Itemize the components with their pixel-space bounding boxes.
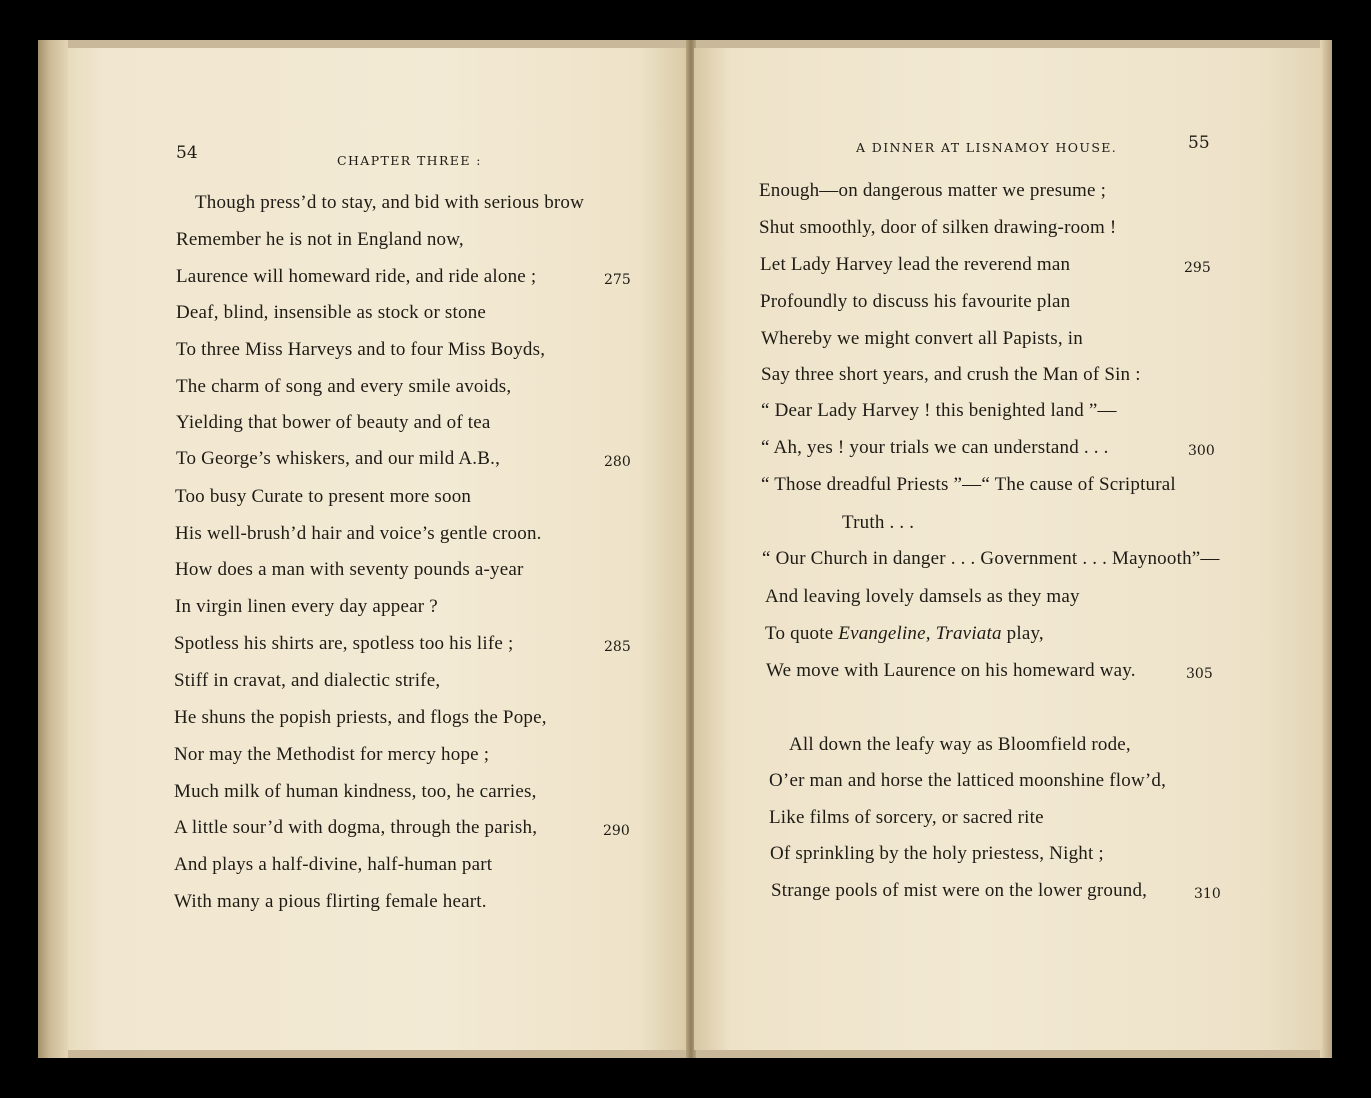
right-verse-line: We move with Laurence on his homeward way. [766,660,1136,681]
left-verse-line: To three Miss Harveys and to four Miss Boyds, [176,339,546,360]
left-line-number: 275 [604,272,631,288]
left-verse-line: Nor may the Methodist for mercy hope ; [174,744,490,765]
left-line-number: 280 [604,454,631,470]
right-verse-line: Truth . . . [842,512,915,533]
right-verse-line: Enough—on dangerous matter we presume ; [759,180,1107,201]
left-line-number: 285 [604,639,631,655]
left-verse-line: Laurence will homeward ride, and ride alone ; [176,266,537,287]
left-page-number: 54 [176,143,198,163]
left-verse-line: Though press’d to stay, and bid with serious brow [195,192,585,213]
left-verse-line: To George’s whiskers, and our mild A.B., [176,448,501,469]
right-verse-text: To quote [765,623,839,644]
right-page [694,48,1322,1050]
right-verse-line: Profoundly to discuss his favourite plan [760,291,1071,312]
left-verse-line: He shuns the popish priests, and flogs the Pope, [174,707,547,728]
right-verse-italic: Traviata [935,623,1002,644]
right-verse-line: “ Those dreadful Priests ”—“ The cause of Scriptural [761,474,1176,495]
left-verse-line: And plays a half-divine, half-human part [174,854,493,875]
left-page [68,48,688,1050]
right-line-number: 310 [1194,886,1221,902]
left-verse-line: Remember he is not in England now, [176,229,464,250]
right-line-number: 295 [1184,260,1211,276]
left-verse-line: Stiff in cravat, and dialectic strife, [174,670,441,691]
left-line-number: 290 [603,823,630,839]
left-verse-line: The charm of song and every smile avoids, [176,376,512,397]
right-verse-line: All down the leafy way as Bloomfield rode, [789,734,1131,755]
right-verse-italic: Evangeline, [838,623,931,644]
left-running-head: CHAPTER THREE : [337,153,482,168]
right-line-number: 305 [1186,666,1213,682]
right-running-head: A DINNER AT LISNAMOY HOUSE. [856,140,1118,155]
open-book [38,40,1332,1058]
right-verse-line [765,623,1044,645]
left-verse-line: Deaf, blind, insensible as stock or stone [176,302,487,323]
right-verse-line: Shut smoothly, door of silken drawing-room ! [759,217,1117,238]
right-verse-line: O’er man and horse the latticed moonshine flow’d, [769,770,1167,791]
left-verse-line: In virgin linen every day appear ? [175,596,438,617]
left-verse-line: Much milk of human kindness, too, he carries, [174,781,537,802]
right-verse-line: “ Our Church in danger . . . Government . . . Maynooth”— [762,548,1220,569]
left-verse-line: His well-brush’d hair and voice’s gentle croon. [175,523,542,544]
right-verse-line: And leaving lovely damsels as they may [765,586,1080,607]
left-verse-line: How does a man with seventy pounds a-year [175,559,524,580]
right-verse-line: Let Lady Harvey lead the reverend man [760,254,1071,275]
right-page-number: 55 [1188,133,1210,153]
right-line-number: 300 [1188,443,1215,459]
right-verse-line: Say three short years, and crush the Man of Sin : [761,364,1141,385]
left-verse-line: Yielding that bower of beauty and of tea [176,412,491,433]
right-verse-line: “ Ah, yes ! your trials we can understand . . . [761,437,1109,458]
right-verse-line: Whereby we might convert all Papists, in [761,328,1083,349]
right-verse-line: Strange pools of mist were on the lower ground, [771,880,1148,901]
right-verse-line: Of sprinkling by the holy priestess, Night ; [770,843,1104,864]
right-verse-line: “ Dear Lady Harvey ! this benighted land ”— [761,400,1117,421]
right-verse-line: Like films of sorcery, or sacred rite [769,807,1044,828]
left-verse-line: With many a pious flirting female heart. [174,891,487,912]
left-page-edges [38,40,68,1058]
left-verse-line: Too busy Curate to present more soon [175,486,472,507]
left-verse-line: A little sour’d with dogma, through the parish, [174,817,538,838]
left-verse-line: Spotless his shirts are, spotless too his life ; [174,633,514,654]
right-verse-text: play, [1001,623,1044,644]
